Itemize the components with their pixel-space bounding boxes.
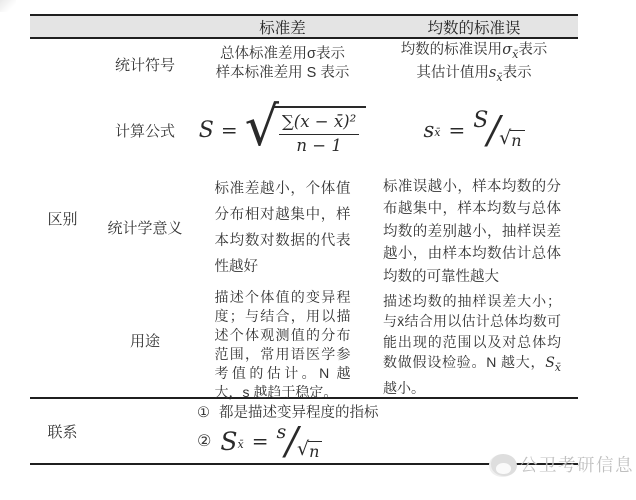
symbol-sd-line1: 总体标准差用σ表示	[220, 45, 345, 62]
se-line2-prefix: 其估计值用	[416, 65, 489, 81]
column-header-standard-error: 均数的标准误	[427, 19, 521, 37]
comparison-table	[30, 14, 578, 465]
slash-fraction-denominator	[499, 126, 524, 150]
se-line2-suffix: 表示	[502, 65, 532, 81]
corner-artifact	[0, 0, 16, 12]
usage-se-cell	[370, 283, 578, 397]
watermark	[491, 452, 634, 477]
usage-sd-text: 描述个体值的变异程度；与结合，用以描述个体观测值的分布范围，常用语医学参考值的估计。N 越大，s 越趋于稳定。	[214, 289, 351, 400]
meaning-sd-cell	[195, 171, 370, 283]
xbar-subscript: x̄	[496, 70, 503, 84]
fraction-slash: /	[487, 107, 501, 152]
symbol-se-cell	[370, 39, 578, 89]
slash-fraction-numerator: S	[473, 108, 489, 134]
meaning-se-text: 标准误越小，样本均数的分布越集中，样本均数与总体均数的差别越小，抽样误差越小，由样本均数估计总体均数的可靠性越大	[383, 179, 561, 285]
usage-se-text	[383, 283, 561, 399]
symbol-sd-cell	[195, 39, 370, 89]
circled-one-marker: ①	[197, 405, 210, 421]
connection-item1-text: 都是描述变异程度的指标	[219, 405, 379, 421]
meaning-se-cell	[370, 171, 578, 283]
slash-fraction-numerator: s	[276, 421, 287, 444]
xbar-subscript: x̄	[512, 47, 519, 61]
row-label-statistical-symbol: 统计符号	[114, 56, 175, 74]
circled-two-marker: ②	[197, 433, 212, 451]
formula-se-cell	[370, 89, 578, 171]
sd-formula	[198, 95, 366, 159]
fraction-slash: /	[285, 419, 299, 463]
equals-sign: =	[448, 117, 466, 142]
sigma-symbol: σ	[502, 41, 513, 58]
square-root	[244, 95, 367, 159]
formula-sd-cell	[195, 89, 370, 171]
group-label-connection: 联系	[47, 423, 78, 441]
fraction-numerator: ∑(x − x̄)²	[279, 112, 359, 135]
connection-item-1	[197, 404, 578, 422]
se-line1-suffix: 表示	[518, 41, 548, 58]
se-line1-prefix: 均数的标准误用	[400, 41, 503, 58]
connection-formula	[220, 419, 322, 463]
symbol-se-line1	[401, 41, 548, 64]
fraction	[279, 112, 359, 156]
radicand: n	[510, 130, 524, 150]
se-formula	[423, 107, 524, 152]
usage-se-part1: 描述均数的抽样误差大小；与x̄结合用以估计总体均数可能出现的范围以及对总体均数做假设检验。N 越大，	[383, 293, 561, 371]
equals-sign: =	[220, 118, 238, 142]
sd-formula-lhs: S	[198, 117, 214, 143]
slash-fraction-denominator	[297, 438, 322, 462]
watermark-logo-icon	[491, 454, 517, 476]
radical-sign: √	[244, 95, 280, 159]
row-label-statistical-meaning: 统计学意义	[107, 219, 183, 237]
radical-sign: √	[297, 438, 310, 461]
meaning-sd-text: 标准差越小，个体值分布相对越集中，样本均数对数据的代表性越好	[214, 181, 351, 275]
column-header-standard-deviation: 标准差	[259, 19, 306, 37]
symbol-se-line2	[416, 64, 531, 87]
row-label-formula: 计算公式	[114, 122, 175, 140]
radicand: n	[308, 441, 322, 461]
se-formula-lhs: s	[423, 117, 435, 142]
radicand	[274, 106, 366, 156]
fraction-denominator: n − 1	[296, 136, 342, 155]
xbar-subscript: x̄	[237, 437, 244, 451]
row-label-usage: 用途	[129, 332, 160, 350]
xbar-subscript: x̄	[434, 126, 441, 140]
usage-sd-cell	[195, 283, 370, 400]
S-symbol: S	[545, 355, 555, 372]
group-label-difference: 区别	[47, 210, 78, 228]
xbar-subscript: x̄	[554, 361, 561, 375]
equals-sign: =	[251, 429, 269, 454]
watermark-text: 公卫考研信息	[520, 455, 634, 475]
usage-se-part2: 越小。	[383, 380, 425, 397]
connection-formula-lhs: S	[220, 426, 238, 456]
symbol-sd-line2: 样本标准差用 S 表示	[215, 65, 350, 81]
radical-sign: √	[499, 126, 512, 149]
s-symbol: s	[488, 65, 497, 81]
